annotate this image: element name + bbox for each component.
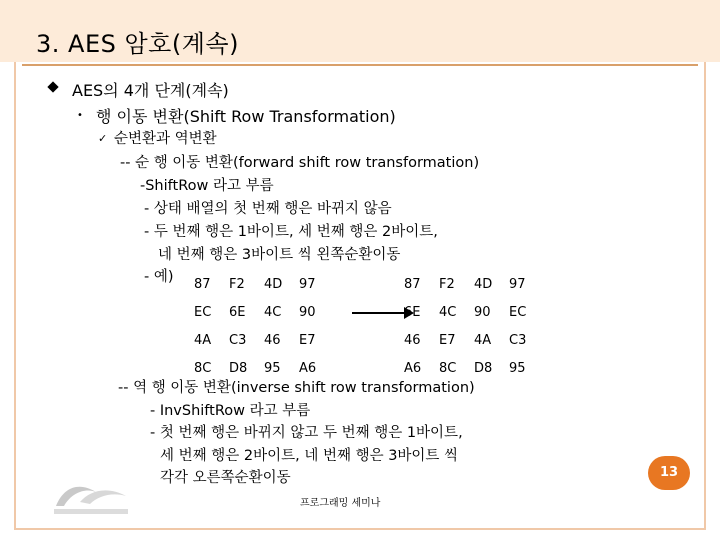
grid-cell: EC (509, 304, 527, 320)
body-line: 각각 오른쪽순환이동 (160, 470, 291, 486)
grid-cell: 4C (439, 304, 457, 320)
grid-cell: E7 (439, 332, 456, 348)
state-before-grid (190, 270, 330, 382)
grid-cell: C3 (509, 332, 527, 348)
grid-cell: C3 (229, 332, 247, 348)
grid-row (190, 270, 330, 298)
grid-cell: 97 (509, 276, 526, 292)
check-bullet-icon: ✓ (98, 132, 108, 145)
grid-cell: 6E (404, 304, 421, 320)
grid-cell: 87 (194, 276, 211, 292)
grid-cell: 46 (264, 332, 281, 348)
grid-cell: E7 (299, 332, 316, 348)
grid-cell: 8C (194, 360, 212, 376)
grid-cell: 4A (474, 332, 492, 348)
body-line: -- 순 행 이동 변환(forward shift row transformation) (120, 155, 480, 171)
grid-cell: EC (194, 304, 212, 320)
lab-logo-icon (50, 476, 132, 520)
dot-bullet-icon: • (77, 110, 83, 121)
body-line: - 예) (144, 269, 174, 285)
grid-cell: 8C (439, 360, 457, 376)
grid-cell: F2 (229, 276, 245, 292)
page-number-badge: 13 (648, 456, 690, 490)
grid-row (190, 326, 330, 354)
grid-cell: 95 (264, 360, 281, 376)
grid-cell: 4D (264, 276, 283, 292)
grid-cell: 87 (404, 276, 421, 292)
grid-cell: 90 (474, 304, 491, 320)
grid-cell: 6E (229, 304, 246, 320)
grid-row (400, 298, 540, 326)
footer-text: 프로그래밍 세미나 (300, 498, 381, 509)
title-underline (22, 64, 698, 66)
body-line: -ShiftRow 라고 부름 (140, 178, 274, 194)
grid-cell: F2 (439, 276, 455, 292)
grid-cell: 46 (404, 332, 421, 348)
body-line: - 첫 번째 행은 바뀌지 않고 두 번째 행은 1바이트, (150, 425, 463, 441)
grid-cell: 4C (264, 304, 282, 320)
body-line: - 두 번째 행은 1바이트, 세 번째 행은 2바이트, (144, 224, 438, 240)
grid-row (190, 298, 330, 326)
grid-cell: D8 (229, 360, 248, 376)
grid-cell: 90 (299, 304, 316, 320)
bullet-level1: AES의 4개 단계(계속) (72, 81, 229, 100)
body-line: - InvShiftRow 라고 부름 (150, 403, 311, 419)
slide-title: 3. AES 암호(계속) (36, 30, 239, 58)
grid-cell: D8 (474, 360, 493, 376)
grid-cell: 4D (474, 276, 493, 292)
bullet-level3: 순변환과 역변환 (114, 131, 217, 147)
state-after-grid (400, 270, 540, 382)
grid-cell: A6 (404, 360, 422, 376)
grid-cell: 97 (299, 276, 316, 292)
body-line: -- 역 행 이동 변환(inverse shift row transformation) (118, 380, 475, 396)
grid-cell: 95 (509, 360, 526, 376)
bullet-level2: 행 이동 변환(Shift Row Transformation) (96, 107, 396, 126)
grid-cell: A6 (299, 360, 317, 376)
body-line: - 상태 배열의 첫 번째 행은 바뀌지 않음 (144, 201, 392, 217)
grid-cell: 4A (194, 332, 212, 348)
body-line: 세 번째 행은 2바이트, 네 번째 행은 3바이트 씩 (160, 448, 459, 464)
grid-row (400, 270, 540, 298)
grid-row (400, 326, 540, 354)
body-line: 네 번째 행은 3바이트 씩 왼쪽순환이동 (158, 247, 401, 263)
